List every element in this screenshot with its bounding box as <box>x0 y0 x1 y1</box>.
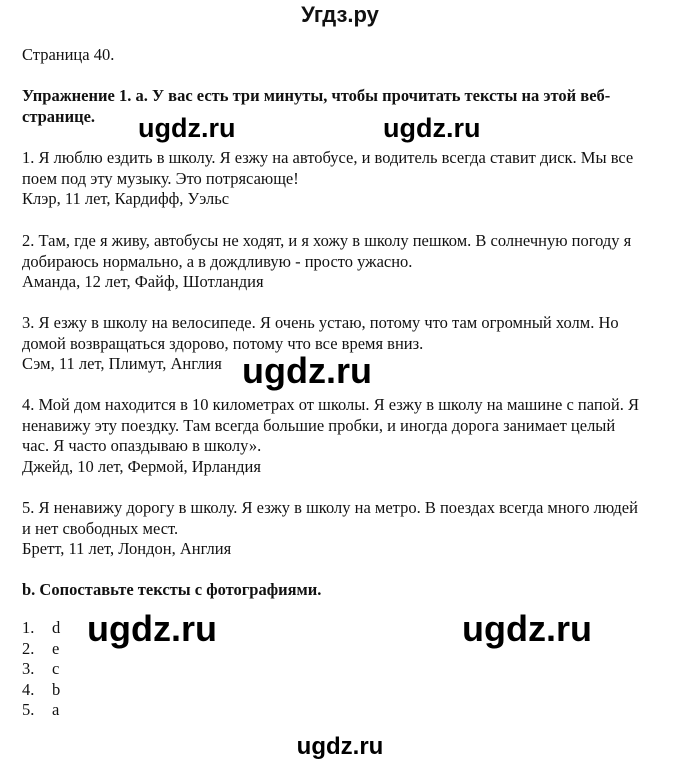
text-block-1 <box>22 148 642 210</box>
answer-letter: b <box>52 679 61 699</box>
watermark: ugdz.ru <box>87 608 217 649</box>
match-heading: b. Сопоставьте тексты с фотографиями. <box>22 580 322 599</box>
watermark: ugdz.ru <box>296 733 384 760</box>
answer-number: 5. <box>22 700 35 720</box>
answer-letter: c <box>52 659 60 679</box>
answer-number: 2. <box>22 638 35 658</box>
watermark: ugdz.ru <box>138 113 236 143</box>
page-label: Страница 40. <box>22 45 115 64</box>
text-author: Сэм, 11 лет, Плимут, Англия <box>22 354 222 374</box>
text-body: 2. Там, где я живу, автобусы не ходят, и я хожу в школу пешком. В солнечную погоду я добираюсь нормально, а в дождливую - просто ужасно. <box>22 231 632 271</box>
answer-number: 4. <box>22 679 35 699</box>
answer-letter: e <box>52 638 60 658</box>
answer-number: 1. <box>22 618 35 637</box>
text-block-5 <box>22 498 642 560</box>
watermark: ugdz.ru <box>242 350 372 391</box>
answer-letter: a <box>52 700 60 720</box>
text-author: Бретт, 11 лет, Лондон, Англия <box>22 539 232 559</box>
answer-item <box>22 618 60 639</box>
text-block-4 <box>22 395 642 477</box>
answer-list <box>22 618 60 721</box>
text-body: 5. Я ненавижу дорогу в школу. Я езжу в школу на метро. В поездах всегда много людей и нет свободных мест. <box>22 498 638 538</box>
text-body: 3. Я езжу в школу на велосипеде. Я очень устаю, потому что там огромный холм. Но домой возвращаться здорово, потому что все время вниз. <box>22 313 619 353</box>
answer-item <box>22 639 60 660</box>
answer-item <box>22 659 60 680</box>
text-author: Аманда, 12 лет, Файф, Шотландия <box>22 272 264 292</box>
exercise-heading: Упражнение 1. a. У вас есть три минуты, чтобы прочитать тексты на этой веб-странице. <box>22 86 611 126</box>
text-author: Джейд, 10 лет, Фермой, Ирландия <box>22 456 261 476</box>
answer-letter: d <box>52 618 61 637</box>
watermark: ugdz.ru <box>383 113 481 143</box>
answer-number: 3. <box>22 659 35 679</box>
watermark: ugdz.ru <box>462 608 592 649</box>
text-author: Клэр, 11 лет, Кардифф, Уэльс <box>22 189 230 209</box>
answer-item <box>22 680 60 701</box>
answer-item <box>22 700 60 721</box>
text-block-2 <box>22 231 642 293</box>
text-body: 1. Я люблю ездить в школу. Я езжу на автобусе, и водитель всегда ставит диск. Мы все поем под эту музыку. Это потрясающе! <box>22 148 634 188</box>
site-title: Угдз.ру <box>301 2 379 27</box>
text-body: 4. Мой дом находится в 10 километрах от школы. Я езжу в школу на машине с папой. Я ненавижу эту поездку. Там всегда большие пробки, и иногда дорога занимает целый час. Я часто опаздываю в школу». <box>22 395 640 456</box>
